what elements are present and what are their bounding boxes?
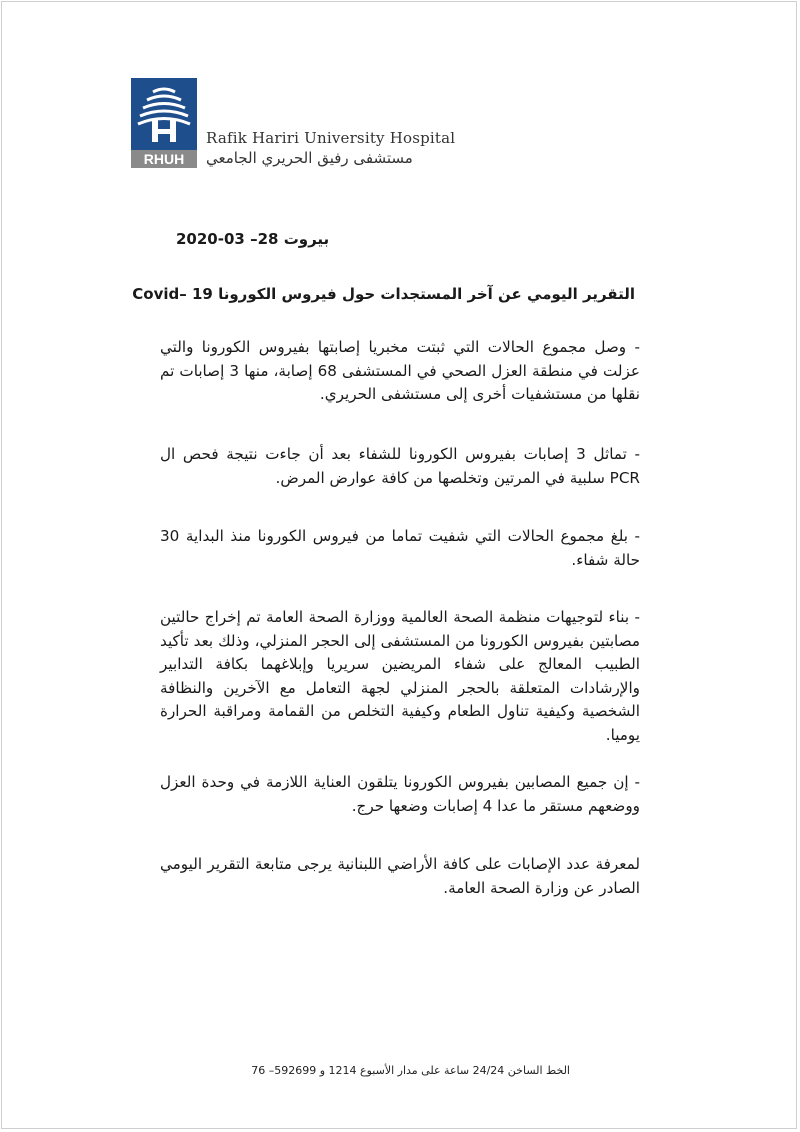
logo-text: RHUH: [143, 151, 185, 167]
hospital-logo: [131, 78, 197, 168]
hospital-name-arabic: مستشفى رفيق الحريري الجامعي: [206, 149, 413, 167]
document-date: بيروت 28– 03-2020: [176, 230, 330, 248]
hotline-footer: الخط الساخن 24/24 ساعة على مدار الأسبوع 1214 و 592699– 76: [251, 1064, 570, 1077]
paragraph-home-isolation: - بناء لتوجيهات منظمة الصحة العالمية ووزارة الصحة العامة تم إخراج حالتين مصابتين بفيروس الكورونا من المستشفى إلى الحجر المنزلي، وذلك بعد تأكيد الطبيب المعالج على شفاء المريضين سريريا وإبلاغهما بكافة التدابير والإرشادات المتعلقة بالحجر المنزلي لجهة التعامل مع الآخرين والنظافة الشخصية وكيفية تناول الطعام وكيفية التخلص من القمامة ومراقبة الحرارة يوميا.: [160, 608, 640, 744]
paragraph-recoveries-pcr: - تماثل 3 إصابات بفيروس الكورونا للشفاء بعد أن جاءت نتيجة فحص ال PCR سلبية في المرتين وتخلصها من كافة عوارض المرض.: [160, 445, 640, 487]
paragraph-patient-condition: - إن جميع المصابين بفيروس الكورونا يتلقون العناية اللازمة في وحدة العزل ووضعهم مستقر ما عدا 4 إصابات وضعها حرج.: [160, 773, 640, 815]
report-title: التقرير اليومي عن آخر المستجدات حول فيروس الكورونا 19 –Covid: [132, 285, 635, 303]
hospital-name-english: Rafik Hariri University Hospital: [206, 129, 456, 147]
paragraph-ministry-report: لمعرفة عدد الإصابات على كافة الأراضي اللبنانية يرجى متابعة التقرير اليومي الصادر عن وزارة الصحة العامة.: [160, 855, 640, 897]
paragraph-total-cases: - وصل مجموع الحالات التي ثبتت مخبريا إصابتها بفيروس الكورونا والتي عزلت في منطقة العزل الصحي في المستشفى 68 إصابة، منها 3 إصابات تم نقلها من مستشفيات أخرى إلى مستشفى الحريري.: [160, 338, 640, 403]
hospital-logo-icon: [131, 78, 197, 168]
paragraph-total-recovered: - بلغ مجموع الحالات التي شفيت تماما من فيروس الكورونا منذ البداية 30 حالة شفاء.: [160, 527, 640, 569]
